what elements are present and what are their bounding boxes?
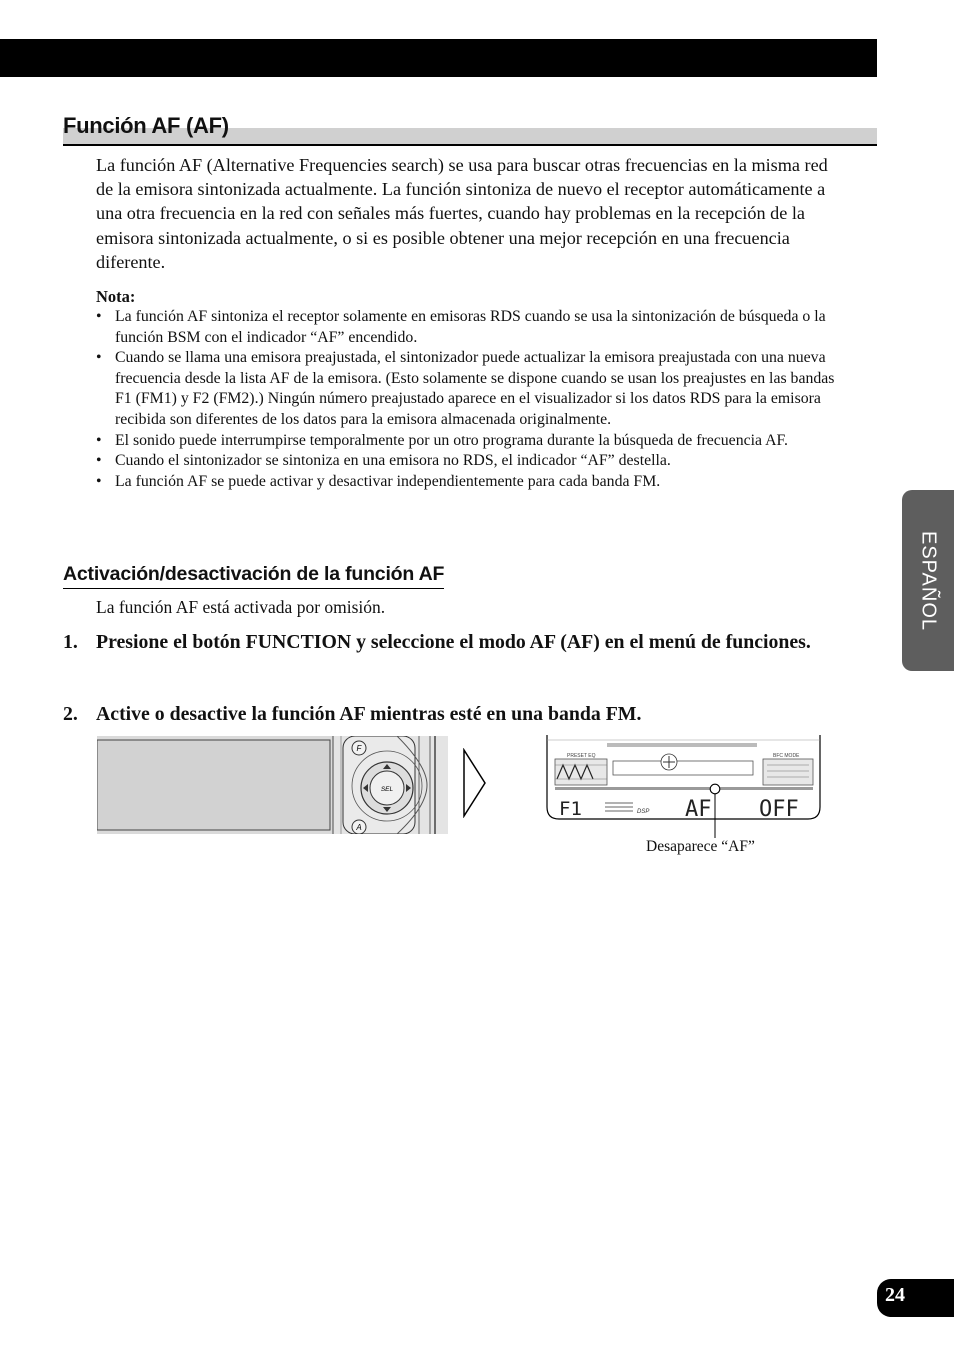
- bullet-icon: •: [96, 431, 102, 449]
- a-button: A: [356, 823, 362, 832]
- section-heading: [63, 112, 877, 147]
- note-label: Nota:: [96, 287, 136, 306]
- note-text: El sonido puede interrumpirse temporalmente por un otro programa durante la búsqueda de frecuencia AF.: [115, 431, 788, 449]
- bullet-icon: •: [96, 472, 102, 490]
- list-item: [96, 431, 841, 452]
- arrow-icon: [462, 748, 488, 818]
- list-item: [96, 472, 841, 493]
- step-1: [63, 629, 833, 656]
- subsection-title: Activación/desactivación de la función AF: [63, 561, 444, 589]
- step-2: [63, 701, 833, 728]
- note-list: [96, 307, 841, 492]
- list-item: [96, 348, 841, 430]
- bullet-icon: •: [96, 308, 102, 325]
- header-bar: [0, 39, 877, 77]
- preset-eq-label: PRESET EQ: [567, 753, 596, 759]
- note-text: La función AF se puede activar y desactivar independientemente para cada banda FM.: [115, 472, 661, 490]
- step-number: 1.: [63, 631, 78, 653]
- language-tab: [902, 490, 954, 671]
- bullet-icon: •: [96, 452, 102, 470]
- language-tab-label: ESPAÑOL: [917, 530, 940, 631]
- note-text: La función AF sintoniza el receptor solamente en emisoras RDS cuando se usa la sintonización de búsqueda o la función BSM con el indicador “AF” encendido.: [115, 308, 826, 346]
- mode-indicator: AF: [685, 797, 712, 820]
- display-illustration: [545, 735, 822, 820]
- step-number: 2.: [63, 703, 78, 725]
- default-text: La función AF está activada por omisión.: [96, 597, 386, 617]
- heading-rule: [63, 144, 877, 146]
- band-indicator: F1: [559, 798, 582, 820]
- note-text: Cuando el sintonizador se sintoniza en una emisora no RDS, el indicador “AF” destella.: [115, 452, 671, 470]
- dsp-label: DSP: [637, 809, 650, 815]
- section-title: Función AF (AF): [63, 113, 229, 138]
- step-text: Active o desactive la función AF mientras esté en una banda FM.: [96, 703, 642, 725]
- note-text: Cuando se llama una emisora preajustada, el sintonizador puede actualizar la emisora preajustada con una nueva frecuencia desde la lista AF de la emisora. (Esto solamente se dispone cuando se usan los preajustes en las bandas F1 (FM1) y F2 (FM2).) Ningún número preajustado aparece en el visualizador si los datos RDS para la emisora recibida son diferentes de los datos para la emisora almacenada originalmente.: [115, 349, 835, 428]
- state-indicator: OFF: [759, 797, 799, 820]
- list-item: [96, 307, 841, 348]
- figure-caption: Desaparece “AF”: [646, 838, 755, 855]
- list-item: [96, 451, 841, 472]
- step-text: Presione el botón FUNCTION y seleccione el modo AF (AF) en el menú de funciones.: [96, 631, 811, 653]
- f-button: F: [356, 744, 362, 753]
- callout-pointer-icon: [709, 783, 721, 838]
- page-number: 24: [885, 1284, 905, 1306]
- sel-button: SEL: [380, 786, 394, 793]
- head-unit-illustration: [97, 736, 448, 834]
- page-number-tab: [877, 1279, 954, 1317]
- bfc-mode-label: BFC MODE: [773, 753, 800, 759]
- intro-paragraph: La función AF (Alternative Frequencies search) se usa para buscar otras frecuencias en la misma red de la emisora sintonizada actualmente. La función sintoniza de nuevo el receptor automáticamente a una otra frecuencia en la red con señales más fuertes, cuando hay problemas en la recepción de la emisora sintonizada actualmente, o si es posible obtener una mejor recepción en una frecuencia diferente.: [96, 155, 828, 272]
- bullet-icon: •: [96, 349, 102, 367]
